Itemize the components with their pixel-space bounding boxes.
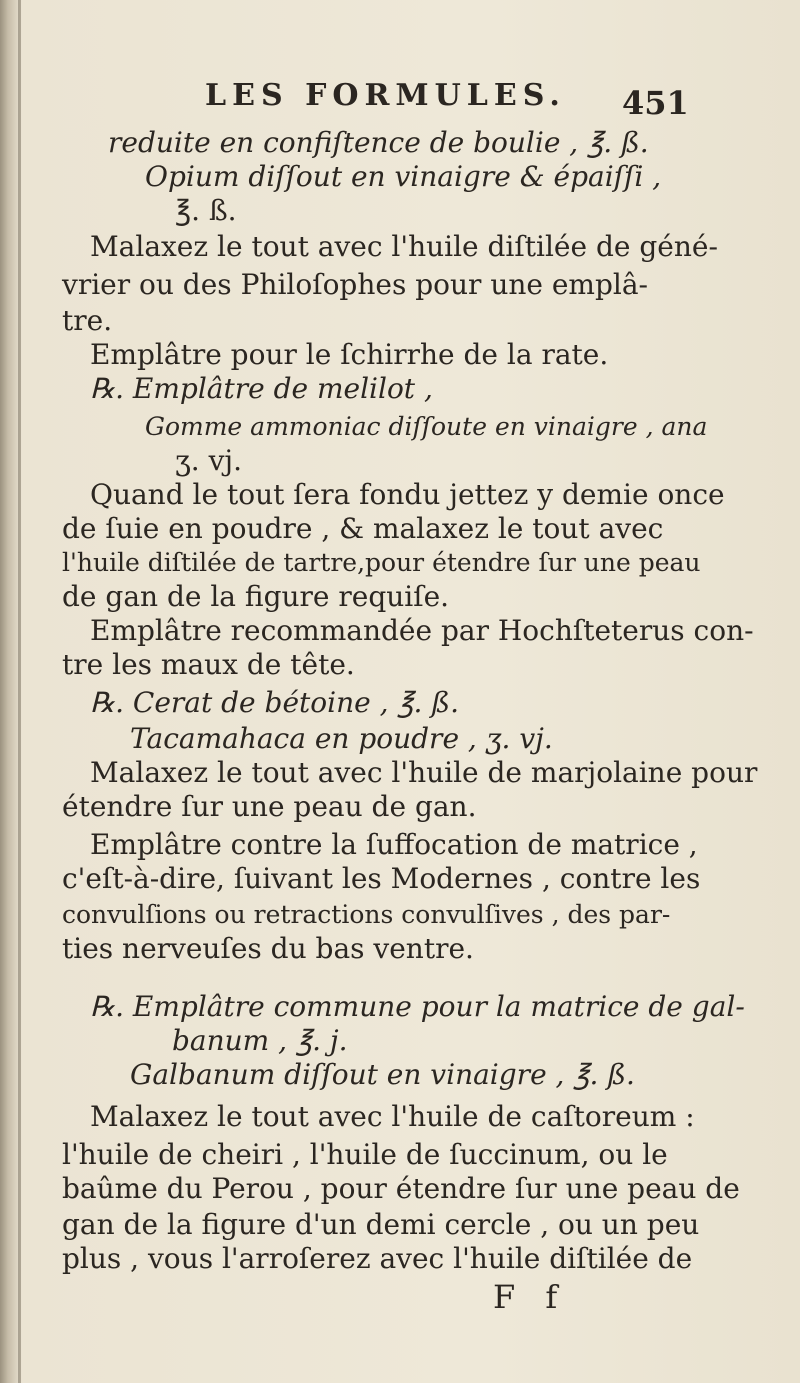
text-line: reduite en confiſtence de boulie , ℥. ß. (108, 126, 649, 159)
text-line: Malaxez le tout avec l'huile diſtilée de géné- (90, 230, 718, 263)
text-line: plus , vous l'arroſerez avec l'huile diſtilée de (62, 1242, 693, 1275)
text-line: ʒ. vj. (175, 444, 243, 477)
text-line: Malaxez le tout avec l'huile de marjolaine pour (90, 756, 758, 789)
text-line: c'eſt-à-dire, ſuivant les Modernes , contre les (62, 862, 701, 895)
text-line: convulſions ou retractions convulſives , des par- (62, 900, 671, 929)
text-line: l'huile diſtilée de tartre,pour étendre ſur une peau (62, 548, 701, 577)
text-line: banum , ℥. j. (172, 1024, 348, 1057)
running-title: LES FORMULES. (205, 78, 566, 113)
text-line: gan de la figure d'un demi cercle , ou un peu (62, 1208, 700, 1241)
text-line: Opium diſſout en vinaigre & épaiſſi , (145, 160, 662, 193)
text-line: Gomme ammoniac diſſoute en vinaigre , ana (145, 412, 708, 441)
text-line: Emplâtre contre la ſuffocation de matrice , (90, 828, 698, 861)
signature-mark: F f (493, 1278, 568, 1316)
text-line: vrier ou des Philoſophes pour une emplâ- (62, 268, 649, 301)
text-line: Emplâtre recommandée par Hochſteterus con- (90, 614, 754, 647)
text-line: baûme du Perou , pour étendre ſur une peau de (62, 1172, 740, 1205)
page-number: 451 (622, 84, 689, 122)
text-line: de gan de la figure requiſe. (62, 580, 450, 613)
text-line: tre. (62, 304, 113, 337)
page-gutter (18, 0, 21, 1383)
text-line: l'huile de cheiri , l'huile de ſuccinum, ou le (62, 1138, 668, 1171)
text-line: ℥. ß. (175, 194, 237, 227)
text-line: ℞. Cerat de bétoine , ℥. ß. (90, 686, 459, 719)
text-line: ℞. Emplâtre commune pour la matrice de gal- (90, 990, 745, 1023)
text-line: Quand le tout ſera fondu jettez y demie once (90, 478, 725, 511)
text-line: Tacamahaca en poudre , ʒ. vj. (130, 722, 553, 755)
text-line: ℞. Emplâtre de melilot , (90, 372, 433, 405)
text-line: Galbanum diſſout en vinaigre , ℥. ß. (130, 1058, 635, 1091)
text-line: Malaxez le tout avec l'huile de caſtoreum : (90, 1100, 695, 1133)
text-line: ties nerveuſes du bas ventre. (62, 932, 474, 965)
text-line: tre les maux de tête. (62, 648, 355, 681)
text-line: de ſuie en poudre , & malaxez le tout avec (62, 512, 664, 545)
text-line: étendre ſur une peau de gan. (62, 790, 477, 823)
text-line: Emplâtre pour le ſchirrhe de la rate. (90, 338, 609, 371)
